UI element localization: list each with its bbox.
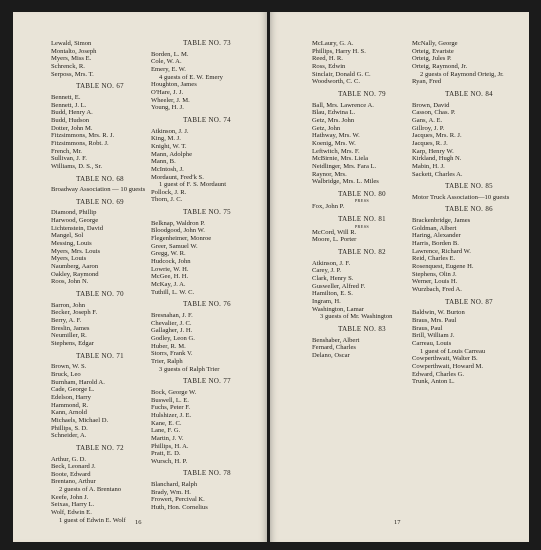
guest-name: Delano, Oscar bbox=[312, 351, 350, 359]
guest-name: Trier, Ralph bbox=[151, 357, 183, 365]
guest-note: 1 guest of F. S. Mordaunt bbox=[159, 181, 227, 189]
guest-name: McIntosh, J. bbox=[151, 165, 184, 173]
guest-name: Stephens, Edgar bbox=[51, 339, 94, 347]
guest-name: Gans, A. E. bbox=[412, 116, 443, 124]
guest-name: Karp, Henry W. bbox=[412, 147, 454, 155]
guest-name: Walbridge, Mrs. L. Miles bbox=[312, 178, 379, 186]
guest-name: French, Mr. bbox=[51, 147, 82, 155]
guest-name: Stephens, Olin J. bbox=[412, 270, 457, 278]
right-page bbox=[270, 12, 529, 542]
guest-name: Sackett, Charles A. bbox=[412, 170, 463, 178]
guest-name: Schneider, A. bbox=[51, 432, 87, 440]
guest-name: Broadway Association — 10 guests bbox=[51, 186, 146, 194]
guest-name: Blanchard, Ralph bbox=[151, 481, 198, 489]
guest-name: Messing, Louis bbox=[51, 240, 92, 248]
guest-name: Koenig, Mrs. W. bbox=[312, 139, 356, 147]
page-number: 16 bbox=[135, 519, 142, 526]
guest-name: Gusweller, Alfred F. bbox=[312, 282, 366, 290]
guest-name: O'Hare, J. J. bbox=[151, 88, 184, 96]
guest-name: Boote, Edward bbox=[51, 470, 91, 478]
guest-name: Hammond, R. bbox=[51, 401, 89, 409]
guest-name: Cole, W. A. bbox=[151, 58, 182, 66]
guest-name: Raynor, Mrs. bbox=[312, 170, 347, 178]
guest-name: Wursch, H. P. bbox=[151, 457, 188, 465]
guest-name: McKay, J. A. bbox=[151, 281, 186, 289]
guest-name: Casson, Chas. P. bbox=[412, 109, 456, 117]
guest-name: Godley, Leon G. bbox=[151, 334, 195, 342]
guest-name: Ball, Mrs. Lawrence A. bbox=[312, 101, 374, 109]
guest-name: Phillips, H. A. bbox=[151, 442, 189, 450]
table-heading: TABLE NO. 81 bbox=[338, 216, 386, 224]
left-page-column-2 bbox=[151, 40, 263, 512]
table-heading: TABLE NO. 76 bbox=[183, 301, 231, 309]
guest-name: Brill, William J. bbox=[412, 332, 455, 340]
guest-name: Burnham, Harold A. bbox=[51, 378, 105, 386]
guest-name: Neumiller, R. bbox=[51, 332, 87, 340]
guest-name: Michaels, Michael D. bbox=[51, 416, 109, 424]
guest-name: Bennett, E. bbox=[51, 93, 81, 101]
guest-name: Houghton, James bbox=[151, 81, 197, 89]
guest-name: Benshaber, Albert bbox=[312, 336, 360, 344]
guest-name: Bock, George W. bbox=[151, 388, 197, 396]
guest-name: Borden, L. M. bbox=[151, 50, 189, 58]
guest-name: Young, H. J. bbox=[151, 104, 184, 112]
guest-name: Sullivan, J. F. bbox=[51, 155, 87, 163]
guest-name: Braus, Mrs. Paul bbox=[412, 317, 457, 324]
guest-name: Naumberg, Aaron bbox=[51, 263, 99, 271]
guest-name: Breslin, James bbox=[51, 324, 90, 332]
table-subheading: PRESS bbox=[354, 223, 370, 229]
guest-name: Budd, Henry A. bbox=[51, 109, 93, 117]
table-heading: TABLE NO. 70 bbox=[76, 291, 124, 299]
guest-name: Mabin, H. J. bbox=[412, 162, 445, 170]
guest-name: Myers, Mrs. Louis bbox=[51, 247, 101, 255]
guest-name: McLaury, G. A. bbox=[312, 40, 354, 47]
guest-name: Washington, Lamar bbox=[312, 305, 364, 313]
guest-name: Getz, John bbox=[312, 124, 341, 132]
guest-name: Budd, Hudson bbox=[51, 116, 90, 124]
guest-name: Hulshizer, J. E. bbox=[151, 411, 192, 419]
guest-name: Serposs, Mrs. T. bbox=[51, 70, 94, 78]
guest-name: Moore, L. Porter bbox=[312, 236, 357, 244]
guest-note: 1 guest of Louis Carreau bbox=[420, 347, 486, 355]
guest-name: Huber, R. M. bbox=[151, 342, 186, 350]
guest-name: Berry, A. F. bbox=[51, 317, 82, 324]
guest-name: Lowrie, W. H. bbox=[151, 265, 189, 273]
guest-name: Roos, John N. bbox=[51, 278, 89, 286]
guest-name: Leftwitch, Mrs. F. bbox=[312, 147, 360, 155]
guest-name: Belknap, Waldron P. bbox=[151, 219, 205, 227]
guest-name: Ryan, Fred bbox=[412, 78, 442, 86]
table-heading: TABLE NO. 83 bbox=[338, 326, 386, 333]
guest-name: Ingram, H. bbox=[312, 298, 341, 306]
guest-name: Storrs, Frank V. bbox=[151, 350, 193, 358]
guest-name: Baldwin, W. Burton bbox=[412, 309, 465, 317]
guest-name: Hudcock, John bbox=[151, 258, 191, 266]
guest-name: Cade, George L. bbox=[51, 386, 95, 394]
guest-name: Jacques, R. J. bbox=[412, 139, 448, 147]
guest-name: Phillips, Harry H. S. bbox=[312, 47, 366, 55]
guest-name: Beck, Leonard J. bbox=[51, 463, 96, 471]
guest-name: Tuthill, L. W. C. bbox=[151, 288, 195, 296]
guest-name: Myers, Miss E. bbox=[51, 55, 92, 63]
guest-name: Pollock, J. R. bbox=[151, 188, 187, 196]
guest-name: Fuchs, Peter F. bbox=[151, 404, 191, 412]
guest-name: Cowperthwait, Howard M. bbox=[412, 362, 484, 370]
guest-name: Carey, J. P. bbox=[312, 267, 342, 275]
guest-name: Myers, Louis bbox=[51, 255, 87, 263]
guest-name: Emery, E. W. bbox=[151, 65, 186, 73]
guest-name: King, M. J. bbox=[151, 135, 181, 143]
guest-name: Haring, Alexander bbox=[412, 232, 461, 240]
guest-name: Williams, D. S., Sr. bbox=[51, 162, 103, 170]
guest-name: Greer, Samuel W. bbox=[151, 242, 198, 250]
guest-name: Bennett, J. L. bbox=[51, 101, 87, 109]
left-page bbox=[13, 12, 267, 542]
guest-name: Keefe, John J. bbox=[51, 493, 89, 501]
guest-name: Lewald, Simon bbox=[51, 40, 92, 47]
right-page-column-1 bbox=[312, 40, 412, 360]
guest-name: Brady, Wm. H. bbox=[151, 488, 191, 496]
guest-name: Carreau, Louis bbox=[412, 339, 452, 347]
guest-name: Mann, Adolphe bbox=[151, 150, 193, 158]
guest-name: Cowperthwait, Walter B. bbox=[412, 355, 478, 363]
guest-name: Fitzsimmons, Robt. J. bbox=[51, 139, 109, 147]
guest-name: Diamond, Phillip bbox=[51, 209, 97, 217]
guest-note: 2 guests of A. Brentano bbox=[59, 486, 122, 494]
guest-name: Lane, F. G. bbox=[151, 427, 181, 435]
guest-name: Oakley, Raymond bbox=[51, 270, 99, 278]
right-page-column-2 bbox=[412, 40, 526, 386]
guest-name: Mann, B. bbox=[151, 158, 176, 166]
table-heading: TABLE NO. 72 bbox=[76, 444, 124, 452]
guest-name: Braus, Paul bbox=[412, 324, 443, 332]
guest-name: Brackenbridge, James bbox=[412, 217, 471, 225]
guest-name: Brown, David bbox=[412, 101, 450, 109]
guest-note: 2 guests of Raymond Orteig, Jr. bbox=[420, 70, 504, 78]
guest-name: Huth, Hon. Cornelius bbox=[151, 504, 208, 512]
table-heading: TABLE NO. 85 bbox=[445, 183, 493, 191]
guest-name: Woodworth, C. C. bbox=[312, 78, 361, 86]
guest-name: Wolf, Edwin E. bbox=[51, 509, 92, 517]
guest-name: Fox, John P. bbox=[312, 203, 345, 211]
guest-name: Bloodgood, John W. bbox=[151, 227, 205, 235]
guest-name: Reed, H. R. bbox=[312, 55, 343, 63]
guest-name: Wurzbach, Fred A. bbox=[412, 286, 462, 294]
guest-name: Fernard, Charles bbox=[312, 344, 356, 352]
guest-name: Sinclair, Donald G. C. bbox=[312, 70, 371, 78]
guest-name: Reid, Charles E. bbox=[412, 255, 456, 263]
table-heading: TABLE NO. 68 bbox=[76, 175, 124, 183]
guest-name: Rosenquest, Eugene H. bbox=[412, 263, 474, 271]
table-heading: TABLE NO. 71 bbox=[76, 352, 124, 360]
table-heading: TABLE NO. 87 bbox=[445, 298, 493, 306]
guest-name: Arthur, G. D. bbox=[51, 455, 87, 463]
guest-name: Buswell, L. E. bbox=[151, 396, 189, 404]
guest-name: Lawrence, Richard W. bbox=[412, 247, 471, 255]
guest-name: Edward, Charles G. bbox=[412, 370, 465, 378]
guest-name: Fitzsimmons, Mrs. R. J. bbox=[51, 132, 115, 140]
guest-name: Kirkland, Hugh N. bbox=[412, 155, 462, 163]
guest-name: Gallagher, J. H. bbox=[151, 327, 193, 335]
table-heading: TABLE NO. 75 bbox=[183, 209, 231, 217]
guest-name: Goldman, Albert bbox=[412, 224, 457, 232]
guest-name: Knight, W. T. bbox=[151, 142, 187, 150]
guest-name: Werner, Louis H. bbox=[412, 278, 458, 286]
guest-name: Gregg, W. R. bbox=[151, 250, 186, 258]
guest-name: McGee, H. H. bbox=[151, 273, 189, 281]
guest-name: Brentano, Arthur bbox=[51, 478, 96, 486]
guest-name: Frowert, Percival K. bbox=[151, 496, 205, 504]
guest-name: Ross, Edwin bbox=[312, 62, 346, 70]
guest-name: Mangel, Sol bbox=[51, 232, 84, 240]
guest-name: Seixas, Harry L. bbox=[51, 501, 95, 509]
guest-name: Becker, Joseph F. bbox=[51, 309, 98, 317]
guest-name: Orteig, Jules P. bbox=[412, 55, 452, 63]
guest-name: Bruck, Leo bbox=[51, 370, 81, 378]
guest-name: Harwood, George bbox=[51, 217, 99, 225]
guest-name: Kane, E. C. bbox=[151, 419, 182, 427]
guest-name: Clark, Henry S. bbox=[312, 275, 354, 283]
guest-name: Harris, Borden B. bbox=[412, 240, 459, 248]
guest-name: Atkinson, J. F. bbox=[312, 259, 351, 267]
guest-name: Mordaunt, Fred'k S. bbox=[151, 173, 204, 181]
guest-name: Neidlinger, Mrs. Fara L. bbox=[312, 162, 377, 170]
guest-name: Brown, W. S. bbox=[51, 363, 87, 371]
guest-name: Bresnahan, J. F. bbox=[151, 312, 193, 319]
guest-name: Edelson, Harry bbox=[51, 393, 91, 401]
guest-name: Hathway, Mrs. W. bbox=[312, 132, 360, 140]
guest-name: McNally, George bbox=[412, 40, 458, 47]
guest-name: Phillips, S. D. bbox=[51, 424, 88, 432]
guest-name: McBirnie, Mrs. Liela bbox=[312, 155, 369, 163]
table-heading: TABLE NO. 69 bbox=[76, 198, 124, 206]
guest-name: Blau, Edwina L. bbox=[312, 109, 356, 117]
guest-name: Wheeler, J. M. bbox=[151, 96, 190, 104]
guest-name: Lichtenstein, David bbox=[51, 224, 104, 232]
guest-name: Thorn, J. C. bbox=[151, 196, 183, 204]
table-heading: TABLE NO. 80 bbox=[338, 190, 386, 198]
table-heading: TABLE NO. 86 bbox=[445, 206, 493, 214]
table-heading: TABLE NO. 79 bbox=[338, 90, 386, 98]
table-subheading: PRESS bbox=[354, 198, 370, 204]
guest-name: McCord, Will R. bbox=[312, 228, 357, 236]
guest-name: Gillroy, J. P. bbox=[412, 124, 445, 132]
table-heading: TABLE NO. 73 bbox=[183, 40, 231, 47]
guest-name: Atkinson, J. J. bbox=[151, 127, 189, 135]
table-heading: TABLE NO. 77 bbox=[183, 378, 231, 386]
guest-name: Getz, Mrs. John bbox=[312, 116, 355, 124]
table-heading: TABLE NO. 74 bbox=[183, 116, 231, 124]
guest-name: Trunk, Anton L. bbox=[412, 378, 455, 386]
guest-name: Martin, J. V. bbox=[151, 434, 184, 442]
guest-name: Pratt, E. D. bbox=[151, 450, 181, 458]
guest-name: Dotter, John M. bbox=[51, 124, 93, 132]
guest-note: 3 guests of Ralph Trier bbox=[159, 365, 220, 373]
guest-name: Flegenheimer, Monroe bbox=[151, 235, 212, 243]
guest-name: Kann, Arnold bbox=[51, 409, 87, 417]
guest-note: 4 guests of E. W. Emery bbox=[159, 73, 223, 81]
left-page-column-1 bbox=[51, 40, 149, 524]
guest-name: Jacques, Mrs. R. J. bbox=[412, 132, 462, 140]
guest-name: Barron, John bbox=[51, 301, 86, 309]
table-heading: TABLE NO. 67 bbox=[76, 83, 124, 91]
guest-name: Orteig, Raymond, Jr. bbox=[412, 62, 468, 70]
guest-name: Montalto, Joseph bbox=[51, 47, 97, 55]
guest-name: Hamilton, E. S. bbox=[312, 290, 353, 298]
guest-note: 3 guests of Mr. Washington bbox=[320, 313, 393, 321]
guest-name: Chevalier, J. C. bbox=[151, 319, 192, 327]
guest-name: Orteig, Evariste bbox=[412, 47, 454, 55]
guest-note: 1 guest of Edwin E. Wolf bbox=[59, 516, 126, 524]
guest-name: Schrenck, R. bbox=[51, 62, 85, 70]
table-heading: TABLE NO. 82 bbox=[338, 249, 386, 257]
guest-name: Motor Truck Association—10 guests bbox=[412, 193, 510, 201]
table-heading: TABLE NO. 84 bbox=[445, 90, 493, 98]
table-heading: TABLE NO. 78 bbox=[183, 470, 231, 478]
page-number: 17 bbox=[394, 519, 401, 526]
